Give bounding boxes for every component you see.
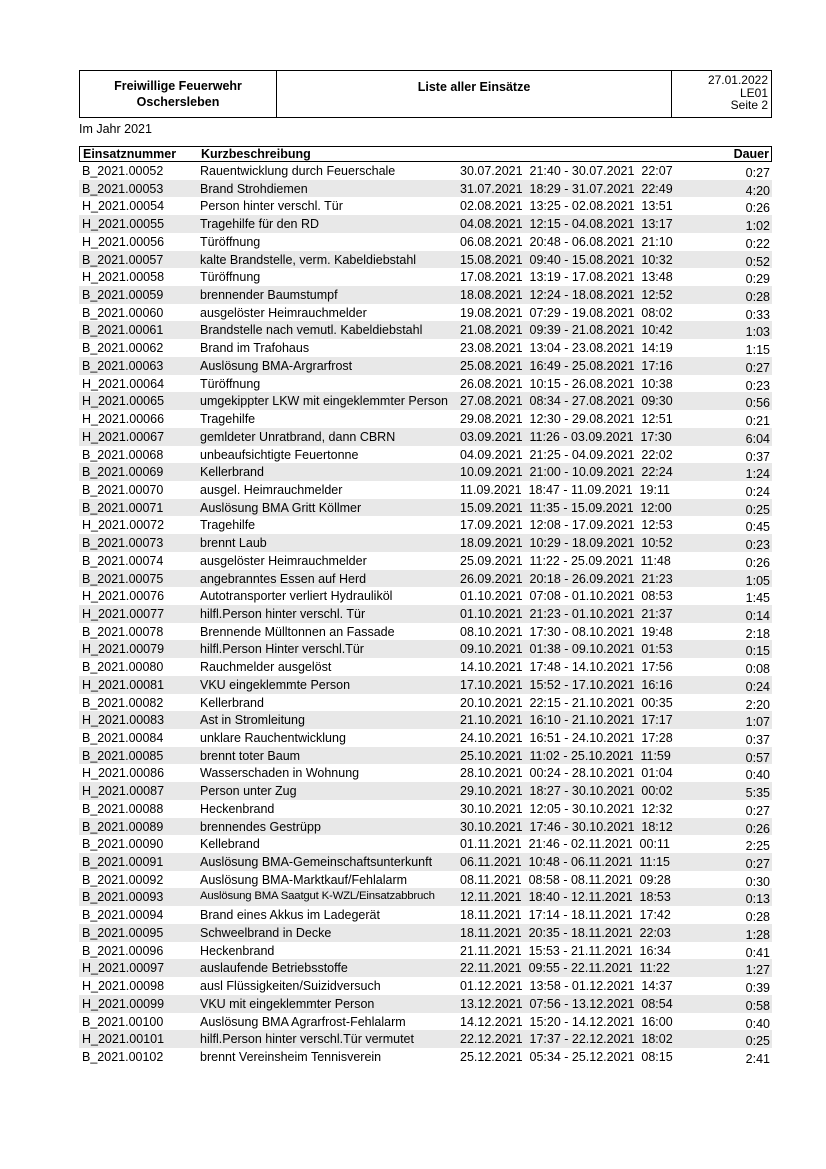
incident-description: Auslösung BMA Gritt Köllmer bbox=[200, 500, 362, 515]
incident-timespan: 17.08.2021 13:19 - 17.08.2021 13:48 bbox=[460, 270, 673, 285]
incident-description: Brandstelle nach vemutl. Kabeldiebstahl bbox=[200, 323, 423, 338]
incident-number: H_2021.00064 bbox=[82, 376, 165, 391]
incident-description: Türöffnung bbox=[200, 376, 261, 391]
incident-number: B_2021.00085 bbox=[82, 748, 164, 763]
incident-duration: 0:52 bbox=[745, 254, 770, 269]
incident-number: B_2021.00092 bbox=[82, 872, 164, 887]
incident-timespan: 04.09.2021 21:25 - 04.09.2021 22:02 bbox=[460, 447, 673, 462]
incident-description: Ast in Stromleitung bbox=[200, 713, 305, 728]
incident-description: hilfl.Person Hinter verschl.Tür bbox=[200, 642, 364, 657]
incident-timespan: 25.12.2021 05:34 - 25.12.2021 08:15 bbox=[460, 1049, 673, 1064]
incident-duration: 0:25 bbox=[745, 1034, 770, 1049]
incident-timespan: 29.08.2021 12:30 - 29.08.2021 12:51 bbox=[460, 412, 673, 427]
incident-timespan: 27.08.2021 08:34 - 27.08.2021 09:30 bbox=[460, 394, 673, 409]
column-header-nr: Einsatznummer bbox=[83, 147, 177, 161]
table-row bbox=[79, 871, 772, 889]
incident-timespan: 21.11.2021 15:53 - 21.11.2021 16:34 bbox=[460, 943, 671, 958]
incident-duration: 1:05 bbox=[745, 573, 770, 588]
incident-duration: 0:28 bbox=[745, 290, 770, 305]
incident-duration: 0:14 bbox=[745, 608, 770, 623]
column-header-desc: Kurzbeschreibung bbox=[201, 147, 311, 161]
incident-duration: 1:27 bbox=[745, 963, 770, 978]
incident-description: Auslösung BMA-Marktkauf/Fehlalarm bbox=[200, 872, 408, 887]
incident-number: B_2021.00053 bbox=[82, 181, 164, 196]
incident-timespan: 02.08.2021 13:25 - 02.08.2021 13:51 bbox=[460, 199, 673, 214]
incident-description: Brand Strohdiemen bbox=[200, 181, 308, 196]
incident-number: B_2021.00090 bbox=[82, 837, 164, 852]
incident-duration: 0:40 bbox=[745, 768, 770, 783]
incident-description: ausgel. Heimrauchmelder bbox=[200, 482, 343, 497]
table-row bbox=[79, 835, 772, 853]
incident-duration: 0:45 bbox=[745, 520, 770, 535]
table-row bbox=[79, 640, 772, 658]
table-row bbox=[79, 233, 772, 251]
incident-description: Autotransporter verliert Hydrauliköl bbox=[200, 589, 393, 604]
incident-number: B_2021.00062 bbox=[82, 341, 164, 356]
incident-timespan: 30.07.2021 21:40 - 30.07.2021 22:07 bbox=[460, 164, 673, 178]
incident-description: Türöffnung bbox=[200, 270, 261, 285]
incident-timespan: 11.09.2021 18:47 - 11.09.2021 19:11 bbox=[460, 482, 670, 497]
table-row bbox=[79, 853, 772, 871]
incident-description: Person unter Zug bbox=[200, 784, 297, 799]
incident-number: H_2021.00054 bbox=[82, 199, 165, 214]
incident-number: B_2021.00059 bbox=[82, 288, 164, 303]
incident-duration: 1:24 bbox=[745, 467, 770, 482]
table-row bbox=[79, 375, 772, 393]
incident-timespan: 01.12.2021 13:58 - 01.12.2021 14:37 bbox=[460, 979, 673, 994]
table-row bbox=[79, 446, 772, 464]
incident-duration: 1:02 bbox=[745, 219, 770, 234]
incident-timespan: 22.11.2021 09:55 - 22.11.2021 11:22 bbox=[460, 961, 670, 976]
incident-description: Auslösung BMA-Argrarfrost bbox=[200, 358, 353, 373]
incident-duration: 0:26 bbox=[745, 821, 770, 836]
incident-description: umgekippter LKW mit eingeklemmter Person bbox=[200, 394, 449, 409]
incident-timespan: 21.08.2021 09:39 - 21.08.2021 10:42 bbox=[460, 323, 673, 338]
incident-timespan: 26.09.2021 20:18 - 26.09.2021 21:23 bbox=[460, 571, 673, 586]
incident-timespan: 18.11.2021 17:14 - 18.11.2021 17:42 bbox=[460, 908, 671, 923]
incident-description: Türöffnung bbox=[200, 234, 261, 249]
incident-number: B_2021.00063 bbox=[82, 358, 164, 373]
organization-name bbox=[80, 71, 277, 117]
incident-number: B_2021.00057 bbox=[82, 252, 164, 267]
table-row bbox=[79, 1030, 772, 1048]
incident-timespan: 08.11.2021 08:58 - 08.11.2021 09:28 bbox=[460, 872, 671, 887]
incident-description: VKU eingeklemmte Person bbox=[200, 677, 351, 692]
incident-number: H_2021.00077 bbox=[82, 606, 165, 621]
incident-timespan: 25.10.2021 11:02 - 25.10.2021 11:59 bbox=[460, 748, 671, 763]
incident-duration: 0:26 bbox=[745, 555, 770, 570]
table-row bbox=[79, 977, 772, 995]
incident-duration: 0:23 bbox=[745, 378, 770, 393]
incident-timespan: 20.10.2021 22:15 - 21.10.2021 00:35 bbox=[460, 695, 673, 710]
incident-description: ausgelöster Heimrauchmelder bbox=[200, 305, 367, 320]
incident-duration: 0:22 bbox=[745, 236, 770, 251]
incident-number: H_2021.00055 bbox=[82, 217, 165, 232]
incident-number: H_2021.00066 bbox=[82, 412, 165, 427]
report-code: LE01 bbox=[739, 85, 768, 100]
incident-duration: 0:13 bbox=[745, 892, 770, 907]
incident-number: H_2021.00087 bbox=[82, 784, 165, 799]
table-row bbox=[79, 180, 772, 198]
incident-duration: 0:28 bbox=[745, 910, 770, 925]
incident-duration: 0:37 bbox=[745, 449, 770, 464]
table-row bbox=[79, 570, 772, 588]
incident-number: H_2021.00072 bbox=[82, 518, 165, 533]
table-row bbox=[79, 197, 772, 215]
incident-timespan: 01.10.2021 07:08 - 01.10.2021 08:53 bbox=[460, 589, 673, 604]
incident-number: H_2021.00099 bbox=[82, 996, 165, 1011]
table-row bbox=[79, 605, 772, 623]
incident-description: ausgelöster Heimrauchmelder bbox=[200, 553, 367, 568]
incident-duration: 2:41 bbox=[745, 1051, 770, 1066]
incident-description: Schweelbrand in Decke bbox=[200, 925, 332, 940]
incident-timespan: 01.10.2021 21:23 - 01.10.2021 21:37 bbox=[460, 606, 673, 621]
incident-timespan: 14.10.2021 17:48 - 14.10.2021 17:56 bbox=[460, 660, 673, 675]
incident-number: B_2021.00093 bbox=[82, 890, 164, 905]
incident-timespan: 09.10.2021 01:38 - 09.10.2021 01:53 bbox=[460, 642, 673, 657]
table-row bbox=[79, 481, 772, 499]
table-row bbox=[79, 676, 772, 694]
table-row bbox=[79, 658, 772, 676]
table-row bbox=[79, 764, 772, 782]
incident-duration: 0:58 bbox=[745, 998, 770, 1013]
table-row bbox=[79, 888, 772, 906]
table-row bbox=[79, 251, 772, 269]
incident-number: B_2021.00061 bbox=[82, 323, 164, 338]
incident-duration: 0:08 bbox=[745, 662, 770, 677]
incident-timespan: 15.09.2021 11:35 - 15.09.2021 12:00 bbox=[460, 500, 672, 515]
incident-number: H_2021.00086 bbox=[82, 766, 165, 781]
incident-number: B_2021.00070 bbox=[82, 482, 164, 497]
org-line-2: Oschersleben bbox=[136, 95, 220, 109]
incident-timespan: 29.10.2021 18:27 - 30.10.2021 00:02 bbox=[460, 784, 673, 799]
incident-duration: 0:25 bbox=[745, 502, 770, 517]
incident-description: auslaufende Betriebsstoffe bbox=[200, 961, 348, 976]
incident-duration: 2:18 bbox=[745, 626, 770, 641]
incident-description: Auslösung BMA Agrarfrost-Fehlalarm bbox=[200, 1014, 406, 1029]
incident-duration: 0:30 bbox=[745, 874, 770, 889]
incident-description: Brand eines Akkus im Ladegerät bbox=[200, 908, 380, 923]
year-label: Im Jahr 2021 bbox=[79, 122, 152, 136]
incident-number: B_2021.00071 bbox=[82, 500, 164, 515]
incident-duration: 0:56 bbox=[745, 396, 770, 411]
incident-timespan: 23.08.2021 13:04 - 23.08.2021 14:19 bbox=[460, 341, 673, 356]
table-row bbox=[79, 392, 772, 410]
incident-description: Wasserschaden in Wohnung bbox=[200, 766, 360, 781]
table-row bbox=[79, 995, 772, 1013]
incident-number: B_2021.00078 bbox=[82, 624, 164, 639]
table-row bbox=[79, 552, 772, 570]
incident-duration: 0:24 bbox=[745, 679, 770, 694]
table-row bbox=[79, 339, 772, 357]
incident-description: Kellerbrand bbox=[200, 465, 264, 480]
incident-timespan: 14.12.2021 15:20 - 14.12.2021 16:00 bbox=[460, 1014, 673, 1029]
incident-number: B_2021.00068 bbox=[82, 447, 164, 462]
table-row bbox=[79, 463, 772, 481]
incident-number: B_2021.00091 bbox=[82, 855, 164, 870]
table-row bbox=[79, 215, 772, 233]
incident-duration: 0:23 bbox=[745, 538, 770, 553]
incident-duration: 0:15 bbox=[745, 644, 770, 659]
incident-number: B_2021.00060 bbox=[82, 305, 164, 320]
table-row bbox=[79, 304, 772, 322]
incident-description: hilfl.Person hinter verschl.Tür vermutet bbox=[200, 1032, 414, 1047]
table-row bbox=[79, 694, 772, 712]
incident-description: brennender Baumstumpf bbox=[200, 288, 338, 303]
incident-timespan: 13.12.2021 07:56 - 13.12.2021 08:54 bbox=[460, 996, 673, 1011]
incident-timespan: 25.09.2021 11:22 - 25.09.2021 11:48 bbox=[460, 553, 671, 568]
incident-number: H_2021.00081 bbox=[82, 677, 165, 692]
table-row bbox=[79, 534, 772, 552]
incident-timespan: 10.09.2021 21:00 - 10.09.2021 22:24 bbox=[460, 465, 673, 480]
table-row bbox=[79, 729, 772, 747]
incident-duration: 4:20 bbox=[745, 183, 770, 198]
incident-duration: 0:33 bbox=[745, 307, 770, 322]
report-meta bbox=[671, 71, 771, 117]
column-header-dur: Dauer bbox=[733, 147, 769, 161]
incident-timespan: 19.08.2021 07:29 - 19.08.2021 08:02 bbox=[460, 305, 673, 320]
incident-timespan: 18.08.2021 12:24 - 18.08.2021 12:52 bbox=[460, 288, 673, 303]
incident-timespan: 22.12.2021 17:37 - 22.12.2021 18:02 bbox=[460, 1032, 673, 1047]
incident-number: B_2021.00073 bbox=[82, 536, 164, 551]
table-row bbox=[79, 357, 772, 375]
incident-duration: 2:20 bbox=[745, 697, 770, 712]
table-row bbox=[79, 906, 772, 924]
incident-timespan: 17.10.2021 15:52 - 17.10.2021 16:16 bbox=[460, 677, 673, 692]
incident-description: Rauchmelder ausgelöst bbox=[200, 660, 332, 675]
incident-number: B_2021.00082 bbox=[82, 695, 164, 710]
incident-duration: 0:57 bbox=[745, 750, 770, 765]
incident-number: B_2021.00074 bbox=[82, 553, 164, 568]
incident-description: brennt toter Baum bbox=[200, 748, 301, 763]
incident-description: Tragehilfe bbox=[200, 518, 256, 533]
incident-number: B_2021.00069 bbox=[82, 465, 164, 480]
report-date: 27.01.2022 bbox=[707, 73, 768, 87]
table-row bbox=[79, 747, 772, 765]
incident-description: Kellerbrand bbox=[200, 695, 264, 710]
incident-description: hilfl.Person hinter verschl. Tür bbox=[200, 606, 366, 621]
incident-number: H_2021.00097 bbox=[82, 961, 165, 976]
incident-description: angebranntes Essen auf Herd bbox=[200, 571, 367, 586]
incident-timespan: 08.10.2021 17:30 - 08.10.2021 19:48 bbox=[460, 624, 673, 639]
table-header bbox=[79, 146, 772, 162]
incident-duration: 0:37 bbox=[745, 733, 770, 747]
table-row bbox=[79, 800, 772, 818]
incident-description: gemldeter Unratbrand, dann CBRN bbox=[200, 429, 396, 444]
incident-number: B_2021.00094 bbox=[82, 908, 164, 923]
incident-description: ausl Flüssigkeiten/Suizidversuch bbox=[200, 979, 381, 994]
incident-timespan: 30.10.2021 17:46 - 30.10.2021 18:12 bbox=[460, 819, 673, 834]
incident-duration: 0:26 bbox=[745, 201, 770, 216]
incident-duration: 0:39 bbox=[745, 981, 770, 996]
incident-duration: 1:28 bbox=[745, 927, 770, 942]
table-row bbox=[79, 587, 772, 605]
incident-duration: 0:24 bbox=[745, 484, 770, 499]
report-header bbox=[79, 70, 772, 118]
table-row bbox=[79, 410, 772, 428]
table-row bbox=[79, 711, 772, 729]
table-row bbox=[79, 959, 772, 977]
incident-timespan: 01.11.2021 21:46 - 02.11.2021 00:11 bbox=[460, 837, 670, 852]
incident-description: Brand im Trafohaus bbox=[200, 341, 310, 356]
incident-duration: 5:35 bbox=[745, 786, 770, 801]
incident-duration: 0:27 bbox=[745, 166, 770, 180]
table-row bbox=[79, 268, 772, 286]
incident-timespan: 03.09.2021 11:26 - 03.09.2021 17:30 bbox=[460, 429, 672, 444]
table-row bbox=[79, 942, 772, 960]
incident-number: H_2021.00083 bbox=[82, 713, 165, 728]
incident-number: H_2021.00056 bbox=[82, 234, 165, 249]
incident-duration: 6:04 bbox=[745, 431, 770, 446]
incident-number: B_2021.00080 bbox=[82, 660, 164, 675]
incident-timespan: 26.08.2021 10:15 - 26.08.2021 10:38 bbox=[460, 376, 673, 391]
incident-description: brennendes Gestrüpp bbox=[200, 819, 321, 834]
incident-timespan: 24.10.2021 16:51 - 24.10.2021 17:28 bbox=[460, 731, 673, 745]
incident-description: Auslösung BMA-Gemeinschaftsunterkunft bbox=[200, 855, 433, 870]
incident-number: B_2021.00100 bbox=[82, 1014, 164, 1029]
incident-number: H_2021.00098 bbox=[82, 979, 165, 994]
table-row bbox=[79, 428, 772, 446]
table-row bbox=[79, 924, 772, 942]
report-title: Liste aller Einsätze bbox=[417, 80, 531, 94]
incident-timespan: 21.10.2021 16:10 - 21.10.2021 17:17 bbox=[460, 713, 673, 728]
incident-number: B_2021.00088 bbox=[82, 801, 164, 816]
table-row bbox=[79, 818, 772, 836]
incident-duration: 0:21 bbox=[745, 414, 770, 429]
incident-number: H_2021.00101 bbox=[82, 1032, 165, 1047]
incident-timespan: 25.08.2021 16:49 - 25.08.2021 17:16 bbox=[460, 358, 673, 373]
table-row bbox=[79, 623, 772, 641]
incident-timespan: 17.09.2021 12:08 - 17.09.2021 12:53 bbox=[460, 518, 673, 533]
incident-description: VKU mit eingeklemmter Person bbox=[200, 996, 375, 1011]
incident-description: brennt Laub bbox=[200, 536, 267, 551]
incident-number: B_2021.00102 bbox=[82, 1049, 164, 1064]
incident-duration: 1:07 bbox=[745, 715, 770, 730]
incident-timespan: 28.10.2021 00:24 - 28.10.2021 01:04 bbox=[460, 766, 673, 781]
incident-number: H_2021.00076 bbox=[82, 589, 165, 604]
incident-number: B_2021.00096 bbox=[82, 943, 164, 958]
incident-number: H_2021.00079 bbox=[82, 642, 165, 657]
incident-duration: 0:27 bbox=[745, 803, 770, 818]
incident-description: Kellebrand bbox=[200, 837, 260, 852]
incident-number: H_2021.00065 bbox=[82, 394, 165, 409]
incident-duration: 0:40 bbox=[745, 1016, 770, 1031]
incident-duration: 0:29 bbox=[745, 272, 770, 287]
table-row bbox=[79, 1048, 772, 1066]
incident-description: Heckenbrand bbox=[200, 801, 275, 816]
incident-table bbox=[79, 146, 772, 1066]
incident-number: B_2021.00075 bbox=[82, 571, 164, 586]
table-row bbox=[79, 782, 772, 800]
incident-description: Rauentwicklung durch Feuerschale bbox=[200, 164, 396, 178]
table-body bbox=[79, 162, 772, 1066]
incident-duration: 0:27 bbox=[745, 857, 770, 872]
table-row bbox=[79, 321, 772, 339]
incident-number: B_2021.00084 bbox=[82, 731, 164, 745]
incident-duration: 0:27 bbox=[745, 360, 770, 375]
incident-description: Tragehilfe bbox=[200, 412, 256, 427]
table-row bbox=[79, 162, 772, 180]
incident-number: B_2021.00095 bbox=[82, 925, 164, 940]
incident-timespan: 06.08.2021 20:48 - 06.08.2021 21:10 bbox=[460, 234, 673, 249]
incident-number: B_2021.00089 bbox=[82, 819, 164, 834]
incident-description: kalte Brandstelle, verm. Kabeldiebstahl bbox=[200, 252, 417, 267]
incident-description: Brennende Mülltonnen an Fassade bbox=[200, 624, 395, 639]
incident-duration: 1:15 bbox=[745, 343, 770, 358]
incident-description: Person hinter verschl. Tür bbox=[200, 199, 343, 214]
table-row bbox=[79, 499, 772, 517]
incident-timespan: 04.08.2021 12:15 - 04.08.2021 13:17 bbox=[460, 217, 673, 232]
incident-timespan: 31.07.2021 18:29 - 31.07.2021 22:49 bbox=[460, 181, 673, 196]
incident-timespan: 15.08.2021 09:40 - 15.08.2021 10:32 bbox=[460, 252, 673, 267]
incident-description: unbeaufsichtigte Feuertonne bbox=[200, 447, 359, 462]
incident-number: H_2021.00058 bbox=[82, 270, 165, 285]
incident-timespan: 18.09.2021 10:29 - 18.09.2021 10:52 bbox=[460, 536, 673, 551]
table-row bbox=[79, 516, 772, 534]
incident-timespan: 06.11.2021 10:48 - 06.11.2021 11:15 bbox=[460, 855, 670, 870]
incident-timespan: 12.11.2021 18:40 - 12.11.2021 18:53 bbox=[460, 890, 671, 905]
incident-description: unklare Rauchentwicklung bbox=[200, 731, 346, 745]
incident-duration: 0:41 bbox=[745, 945, 770, 960]
incident-number: B_2021.00052 bbox=[82, 164, 164, 178]
incident-description: Tragehilfe für den RD bbox=[200, 217, 320, 232]
incident-duration: 2:25 bbox=[745, 839, 770, 854]
org-line-1: Freiwillige Feuerwehr bbox=[114, 79, 242, 93]
incident-number: H_2021.00067 bbox=[82, 429, 165, 444]
incident-description: brennt Vereinsheim Tennisverein bbox=[200, 1049, 382, 1064]
table-row bbox=[79, 1013, 772, 1031]
incident-description: Heckenbrand bbox=[200, 943, 275, 958]
incident-description: Auslösung BMA Saatgut K-WZL/Einsatzabbruch bbox=[200, 890, 435, 903]
incident-duration: 1:45 bbox=[745, 591, 770, 606]
incident-timespan: 18.11.2021 20:35 - 18.11.2021 22:03 bbox=[460, 925, 671, 940]
page-number: Seite 2 bbox=[730, 98, 768, 112]
incident-duration: 1:03 bbox=[745, 325, 770, 340]
table-row bbox=[79, 286, 772, 304]
incident-timespan: 30.10.2021 12:05 - 30.10.2021 12:32 bbox=[460, 801, 673, 816]
